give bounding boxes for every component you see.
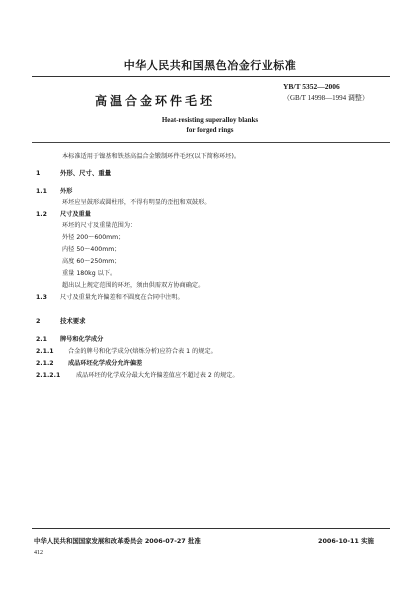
section-number: 1: [36, 169, 41, 177]
section-number: 1.1: [36, 188, 47, 195]
header-divider: [32, 76, 390, 77]
section-title: 尺寸及重量: [60, 211, 91, 218]
document-title-en-line1: Heat-resisting superalloy blanks: [161, 116, 259, 124]
section-title: 外形: [60, 188, 73, 195]
section-number: 2.1.1: [36, 348, 54, 355]
standard-code: YB/T 5352—2006: [283, 82, 340, 91]
section-text: 尺寸及重量允许偏差和不圆度在合同中注明。: [60, 294, 184, 301]
replaced-standard: （GB/T 14998—1994 调整）: [283, 94, 369, 102]
section-number: 2.1.2: [36, 360, 54, 367]
page-number: 412: [34, 550, 43, 556]
section-number: 2.1: [36, 336, 47, 343]
dimension-weight: 重量 180kg 以下。: [62, 270, 117, 277]
section-1-3: [36, 292, 184, 301]
section-number: 2: [36, 317, 41, 325]
document-title-cn: 高温合金环件毛坯: [95, 94, 216, 108]
footer-divider: [32, 528, 390, 529]
section-1-heading: [36, 168, 111, 177]
issuing-organization: 中华人民共和国黑色冶金行业标准: [123, 59, 297, 72]
section-title: 外形、尺寸、重量: [60, 169, 112, 177]
body-divider: [32, 142, 390, 143]
section-2-1-2-heading: [36, 358, 142, 367]
section-2-1-heading: [36, 334, 103, 343]
dimension-outer-diameter: 外径 200～600mm；: [62, 234, 125, 241]
effective-date: 2006-10-11 实施: [318, 537, 374, 545]
section-number: 1.3: [36, 294, 47, 301]
section-title: 成品环坯化学成分允许偏差: [68, 360, 143, 367]
section-number: 1.2: [36, 211, 47, 218]
section-title: 技术要求: [60, 317, 86, 325]
approval-statement: 中华人民共和国国家发展和改革委员会 2006-07-27 批准: [34, 537, 201, 545]
section-1-2-heading: [36, 209, 91, 218]
section-1-2-note: 超出以上规定范围的环坯，须由供需双方协商确定。: [62, 282, 205, 289]
section-1-1-text: 环坯应呈鼓形或圆柱形，不得有明显的歪扭和双鼓形。: [62, 199, 211, 206]
section-1-2-text: 环坯的尺寸及重量范围为：: [62, 222, 137, 229]
section-text: 合金的牌号和化学成分(熔炼分析)应符合表 1 的规定。: [68, 348, 217, 355]
document-title-en-line2: for forged rings: [186, 126, 234, 134]
dimension-inner-diameter: 内径 50～400mm；: [62, 246, 121, 253]
section-2-1-1: [36, 346, 217, 355]
section-2-heading: [36, 316, 86, 325]
scope-paragraph: 本标准适用于镍基和铁基高温合金锻制环件毛坯(以下简称环坯)。: [62, 153, 241, 160]
section-text: 成品环坯的化学成分最大允许偏差值应不超过表 2 的规定。: [76, 372, 239, 379]
section-1-1-heading: [36, 186, 72, 195]
dimension-height: 高度 60～250mm；: [62, 258, 121, 265]
section-2-1-2-1: [36, 370, 239, 379]
section-title: 牌号和化学成分: [60, 336, 104, 343]
section-number: 2.1.2.1: [36, 372, 61, 379]
